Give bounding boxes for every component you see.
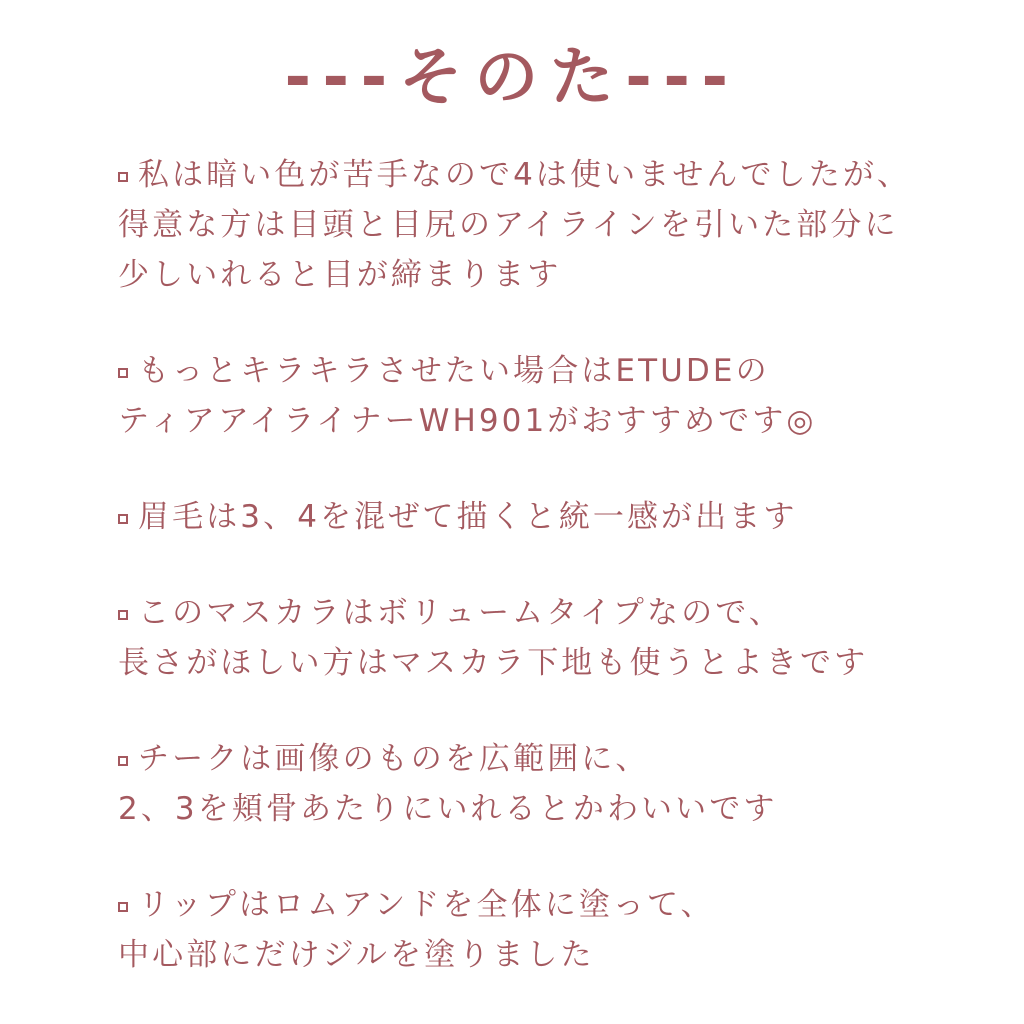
note-line-text: 眉毛は3、4を混ぜて描くと統一感が出ます [138,499,798,535]
note-line-text: チークは画像のものを広範囲に、 [138,741,650,777]
note-line-text: もっとキラキラさせたい場合はETUDEの [138,353,770,389]
note-line-text: 得意な方は目頭と目尻のアイラインを引いた部分に [118,207,899,243]
note-line [118,638,984,688]
bullet-square-icon [118,756,128,766]
note-line-text: リップはロムアンドを全体に塗って、 [138,887,715,923]
note-line [118,396,984,446]
bullet-square-icon [118,172,128,182]
note-item [118,588,984,688]
note-line [118,784,984,834]
note-line-text: ティアアイライナーWH901がおすすめです◎ [118,403,817,439]
note-line-text: 長さがほしい方はマスカラ下地も使うとよきです [118,645,869,681]
note-line [118,930,984,980]
note-line-text: 私は暗い色が苦手なので4は使いませんでしたが、 [138,157,912,193]
bullet-square-icon [118,514,128,524]
note-line [118,200,984,250]
bullet-square-icon [118,902,128,912]
page-title: ---そのた--- [284,41,740,115]
note-line-text: 少しいれると目が締まります [118,257,562,293]
note-line-text: 中心部にだけジルを塗りました [118,937,595,973]
note-line [118,880,984,930]
notes-list [118,150,984,980]
note-line [118,734,984,784]
note-line [118,492,984,542]
bullet-square-icon [118,368,128,378]
note-item [118,734,984,834]
note-line [118,150,984,200]
note-line [118,250,984,300]
note-line-text: 2、3を頬骨あたりにいれるとかわいいです [118,791,778,827]
note-line-text: このマスカラはボリュームタイプなので、 [138,595,783,631]
note-item [118,346,984,446]
note-item [118,150,984,300]
note-item [118,492,984,542]
bullet-square-icon [118,610,128,620]
note-line [118,588,984,638]
note-line [118,346,984,396]
note-item [118,880,984,980]
